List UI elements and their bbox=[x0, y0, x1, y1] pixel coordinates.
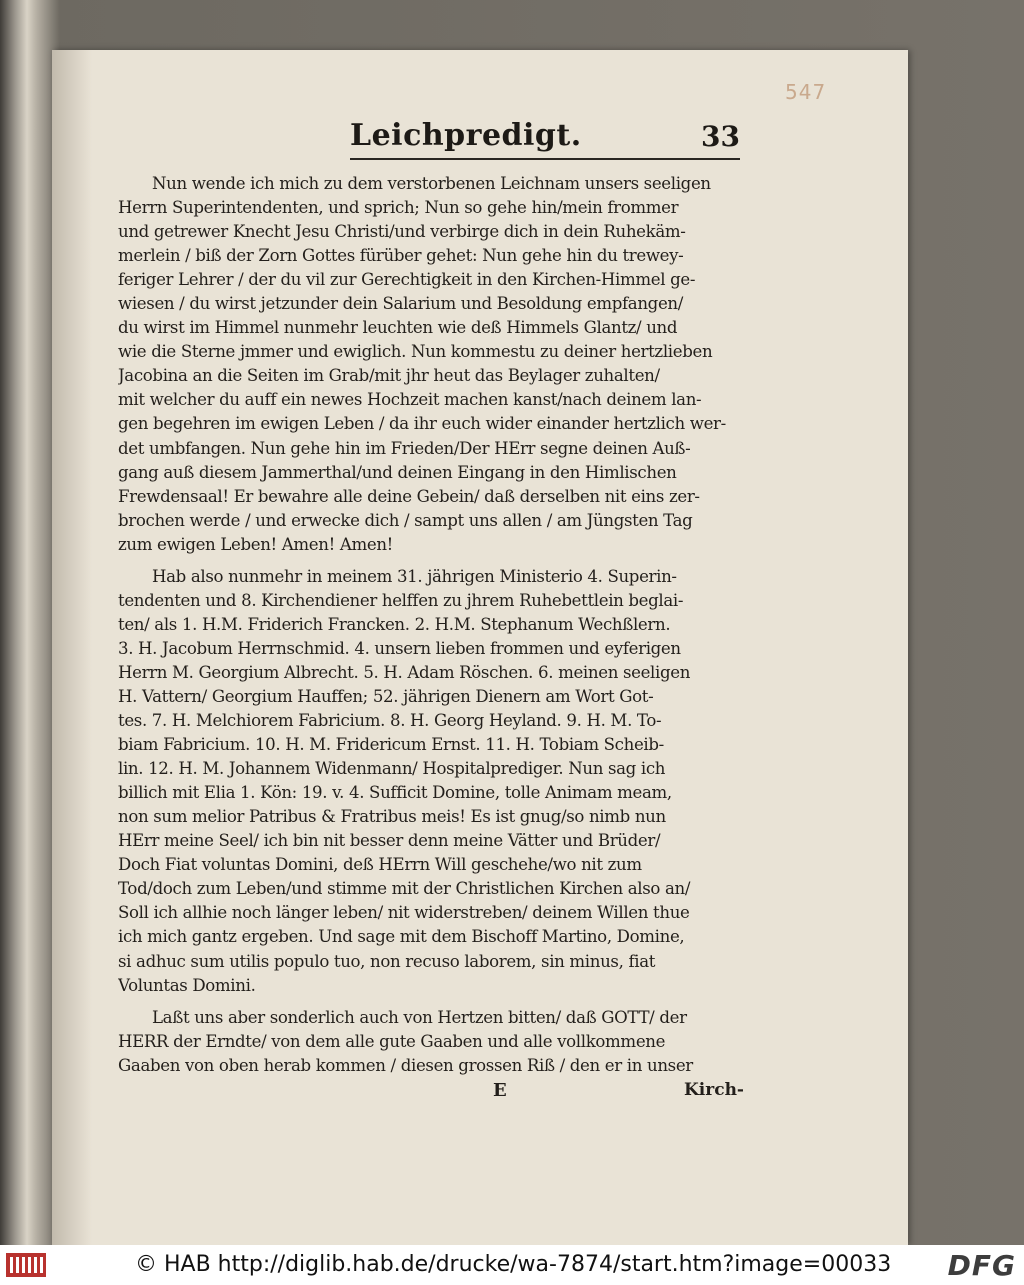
text-line: Gaaben von oben herab kommen / diesen grossen Riß / den er in unser bbox=[118, 1055, 693, 1075]
text-line: Nun wende ich mich zu dem verstorbenen Leichnam unsers seeligen bbox=[152, 174, 711, 193]
text-line: ten/ als 1. H.M. Friderich Francken. 2. H.M. Stephanum Wechßlern. bbox=[118, 614, 671, 634]
page-number: 33 bbox=[701, 120, 740, 153]
viewer-footer bbox=[0, 1245, 1024, 1285]
text-line: feriger Lehrer / der du vil zur Gerechtigkeit in den Kirchen-Himmel ge- bbox=[118, 270, 696, 290]
text-line: und getrewer Knecht Jesu Christi/und verbirge dich in dein Ruhekäm- bbox=[118, 222, 686, 242]
header-rule bbox=[350, 158, 740, 160]
text-line: mit welcher du auff ein newes Hochzeit machen kanst/nach deinem lan- bbox=[118, 390, 702, 410]
text-line: merlein / biß der Zorn Gottes fürüber gehet: Nun gehe hin du trewey- bbox=[118, 246, 684, 266]
text-line: Tod/doch zum Leben/und stimme mit der Christlichen Kirchen also an/ bbox=[118, 879, 691, 899]
text-line: brochen werde / und erwecke dich / sampt uns allen / am Jüngsten Tag bbox=[118, 510, 693, 530]
pencil-folio-number: 547 bbox=[785, 80, 827, 104]
text-line: du wirst im Himmel nunmehr leuchten wie deß Himmels Glantz/ und bbox=[118, 318, 678, 338]
page-foot bbox=[118, 1080, 744, 1110]
signature-mark: E bbox=[493, 1080, 507, 1101]
page-header bbox=[350, 118, 740, 166]
body-text bbox=[118, 172, 744, 1078]
text-line: HErr meine Seel/ ich bin nit besser denn meine Vätter und Brüder/ bbox=[118, 831, 661, 851]
running-title: Leichpredigt. bbox=[350, 118, 582, 153]
library-logo-icon bbox=[6, 1251, 46, 1279]
text-line: tes. 7. H. Melchiorem Fabricium. 8. H. Georg Heyland. 9. H. M. To- bbox=[118, 711, 662, 731]
adjacent-page-edge bbox=[0, 0, 60, 1245]
text-line: 3. H. Jacobum Herrnschmid. 4. unsern lieben frommen und eyferigen bbox=[118, 638, 681, 658]
text-line: Soll ich allhie noch länger leben/ nit widerstreben/ deinem Willen thue bbox=[118, 903, 690, 923]
catchword: Kirch- bbox=[684, 1080, 744, 1100]
paragraph-gap bbox=[118, 998, 744, 1006]
text-line: Voluntas Domini. bbox=[118, 975, 256, 995]
page-gutter-shadow bbox=[52, 50, 92, 1245]
text-line: Jacobina an die Seiten im Grab/mit jhr heut das Beylager zuhalten/ bbox=[118, 366, 660, 386]
text-line: gen begehren im ewigen Leben / da ihr euch wider einander hertzlich wer- bbox=[118, 414, 726, 434]
text-line: wiesen / du wirst jetzunder dein Salarium und Besoldung empfangen/ bbox=[118, 294, 683, 314]
text-line: HERR der Erndte/ von dem alle gute Gaaben und alle vollkommene bbox=[118, 1031, 666, 1051]
text-line: biam Fabricium. 10. H. M. Fridericum Ernst. 11. H. Tobiam Scheib- bbox=[118, 735, 664, 755]
text-line: zum ewigen Leben! Amen! Amen! bbox=[118, 534, 393, 554]
text-line: ich mich gantz ergeben. Und sage mit dem Bischoff Martino, Domine, bbox=[118, 927, 685, 947]
text-line: lin. 12. H. M. Johannem Widenmann/ Hospitalprediger. Nun sag ich bbox=[118, 759, 666, 779]
text-line: H. Vattern/ Georgium Hauffen; 52. jährigen Dienern am Wort Got- bbox=[118, 686, 654, 706]
text-line: wie die Sterne jmmer und ewiglich. Nun kommestu zu deiner hertzlieben bbox=[118, 342, 713, 362]
dfg-logo: DFG bbox=[947, 1249, 1016, 1282]
text-line: Frewdensaal! Er bewahre alle deine Gebein/ daß derselben nit eins zer- bbox=[118, 486, 700, 506]
text-line: Doch Fiat voluntas Domini, deß HErrn Will geschehe/wo nit zum bbox=[118, 855, 642, 875]
text-line: si adhuc sum utilis populo tuo, non recuso laborem, sin minus, fiat bbox=[118, 951, 656, 971]
text-line: Herrn Superintendenten, und sprich; Nun so gehe hin/mein frommer bbox=[118, 198, 679, 218]
text-line: det umbfangen. Nun gehe hin im Frieden/Der HErr segne deinen Auß- bbox=[118, 438, 691, 458]
copyright-url[interactable]: © HAB http://diglib.hab.de/drucke/wa-7874/start.htm?image=00033 bbox=[135, 1252, 892, 1277]
text-line: gang auß diesem Jammerthal/und deinen Eingang in den Himlischen bbox=[118, 462, 677, 482]
text-line: billich mit Elia 1. Kön: 19. v. 4. Sufficit Domine, tolle Animam meam, bbox=[118, 783, 672, 803]
text-line: Hab also nunmehr in meinem 31. jährigen Ministerio 4. Superin- bbox=[152, 566, 677, 586]
text-line: Laßt uns aber sonderlich auch von Hertzen bitten/ daß GOTT/ der bbox=[152, 1007, 687, 1027]
text-line: tendenten und 8. Kirchendiener helffen zu jhrem Ruhebettlein beglai- bbox=[118, 590, 684, 610]
text-line: non sum melior Patribus & Fratribus meis! Es ist gnug/so nimb nun bbox=[118, 807, 666, 827]
text-line: Herrn M. Georgium Albrecht. 5. H. Adam Röschen. 6. meinen seeligen bbox=[118, 662, 691, 682]
paragraph-gap bbox=[118, 557, 744, 565]
